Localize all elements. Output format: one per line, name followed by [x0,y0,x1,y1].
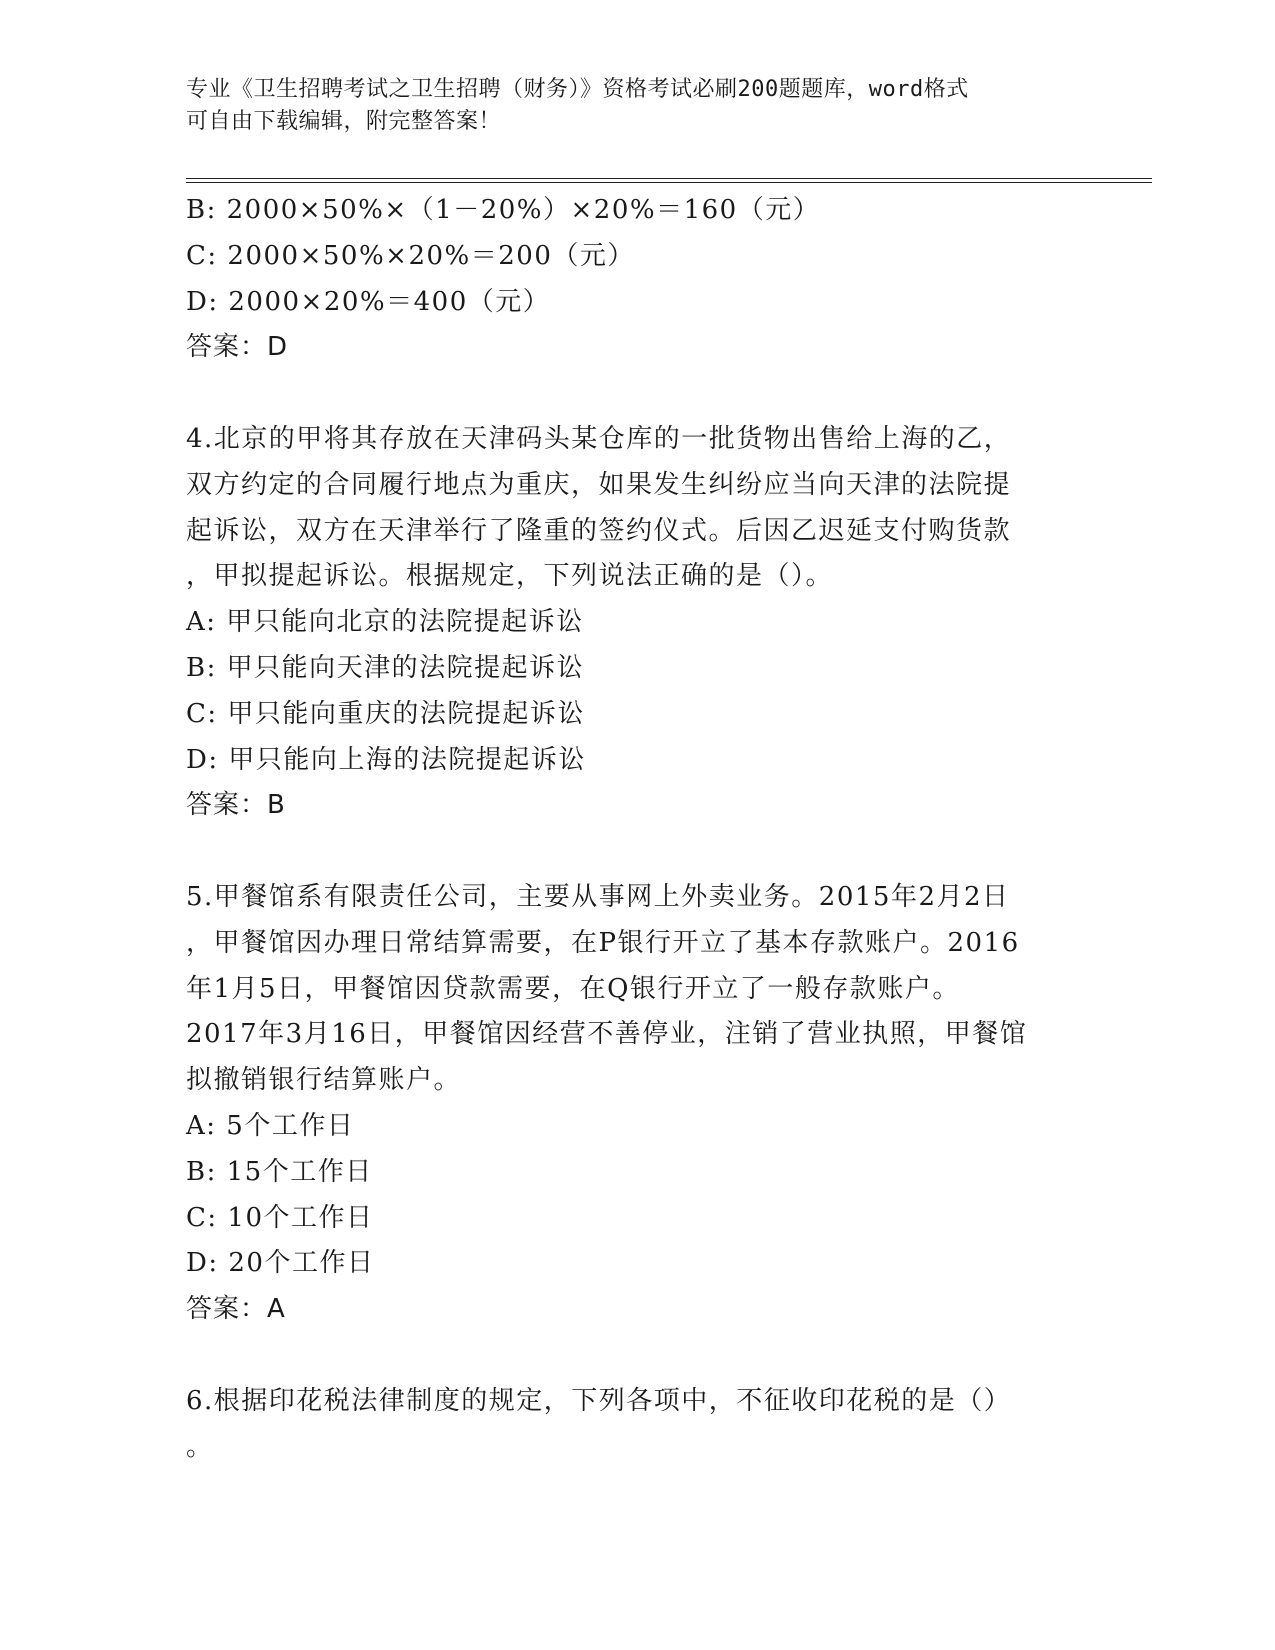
option-c: C: 10个工作日 [186,1202,374,1233]
question-stem-line: 2017年3月16日，甲餐馆因经营不善停业，注销了营业执照，甲餐馆 [186,1019,1028,1050]
header-line-1: 专业《卫生招聘考试之卫生招聘（财务）》资格考试必刷200题题库，word格式 [186,77,969,102]
question-stem-line: 6.根据印花税法律制度的规定，下列各项中，不征收印花税的是（） [186,1385,1012,1416]
question-stem-line: ，甲拟提起诉讼。根据规定，下列说法正确的是（）。 [186,561,834,592]
answer-line: 答案：D [186,332,289,363]
header-rule-top [186,178,1152,179]
question-stem-line: 。 [186,1431,214,1462]
question-stem-line: ，甲餐馆因办理日常结算需要，在P银行开立了基本存款账户。2016 [186,927,1020,958]
question-stem-line: 4.北京的甲将其存放在天津码头某仓库的一批货物出售给上海的乙， [186,423,1012,454]
option-b: B: 甲只能向天津的法院提起诉讼 [186,652,585,683]
option-b: B: 2000×50%×（1－20%）×20%＝160（元） [186,195,821,225]
document-header [186,74,1086,138]
document-body [186,188,1086,1470]
option-d: D: 20个工作日 [186,1248,375,1279]
question-5 [186,875,1086,1333]
spacer [186,1333,1086,1379]
option-d: D: 2000×20%＝400（元） [186,286,551,317]
option-a: A: 甲只能向北京的法院提起诉讼 [186,607,584,638]
option-d: D: 甲只能向上海的法院提起诉讼 [186,744,586,775]
option-b: B: 15个工作日 [186,1156,373,1187]
spacer [186,829,1086,875]
question-6 [186,1379,1086,1471]
header-line-2: 可自由下载编辑，附完整答案！ [186,109,502,134]
answer-line: 答案：B [186,790,286,821]
question-stem-line: 年1月5日，甲餐馆因贷款需要，在Q银行开立了一般存款账户。 [186,973,960,1004]
question-stem-line: 5.甲餐馆系有限责任公司，主要从事网上外卖业务。2015年2月2日 [186,881,1010,912]
option-c: C: 甲只能向重庆的法院提起诉讼 [186,698,585,729]
question-4 [186,417,1086,829]
question-stem-line: 起诉讼，双方在天津举行了隆重的签约仪式。后因乙迟延支付购货款 [186,515,1012,546]
question-stem-line: 拟撤销银行结算账户。 [186,1065,462,1096]
answer-line: 答案：A [186,1294,286,1325]
question-stem-line: 双方约定的合同履行地点为重庆，如果发生纠纷应当向天津的法院提 [186,469,1012,500]
spacer [186,371,1086,417]
question-3 [186,188,1086,371]
option-c: C: 2000×50%×20%＝200（元） [186,240,635,271]
header-rule-bottom [186,182,1152,183]
option-a: A: 5个工作日 [186,1110,355,1141]
